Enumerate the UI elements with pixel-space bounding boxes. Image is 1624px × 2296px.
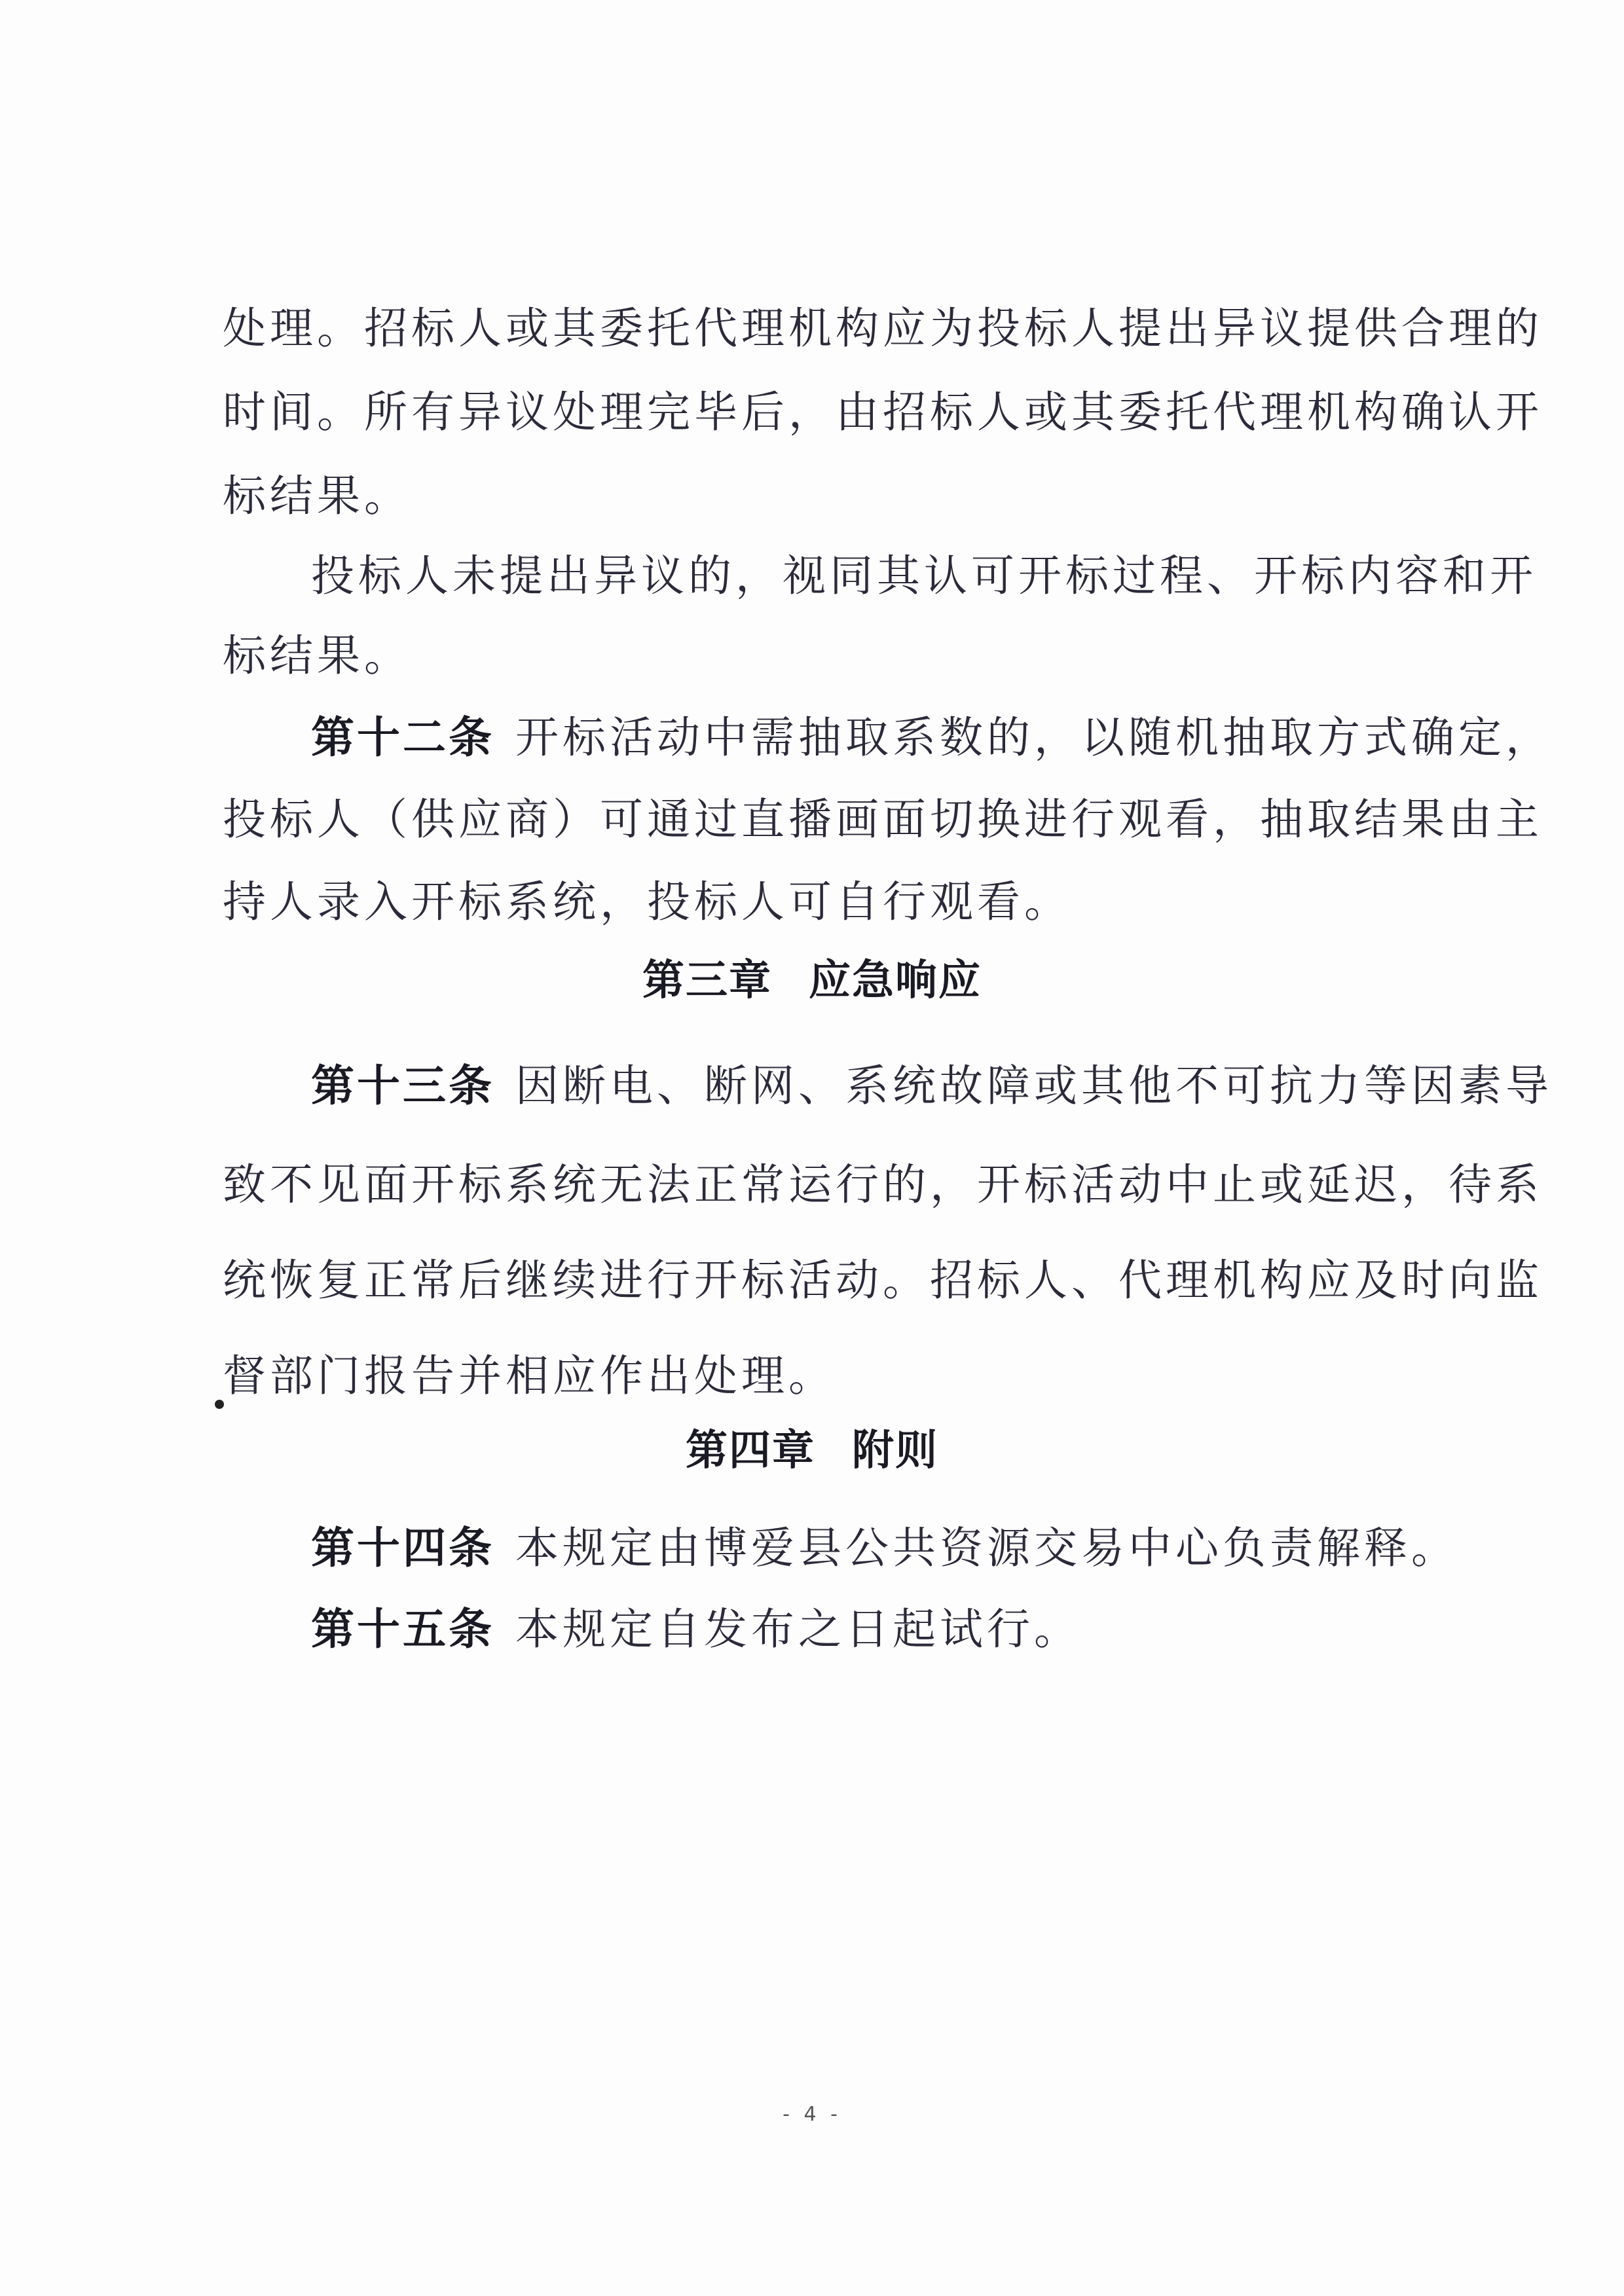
article-14-line	[311, 1522, 1458, 1574]
article-13-line-4: 督部门报告并相应作出处理。	[223, 1351, 836, 1401]
page-number: - 4 -	[783, 2103, 841, 2126]
article-13-label: 第十三条	[311, 1060, 494, 1111]
stray-dot	[215, 1400, 224, 1409]
chapter-3-heading	[0, 955, 1624, 1007]
chapter-4-heading	[0, 1425, 1624, 1477]
article-13-text-1: 因断电、断网、系统故障或其他不可抗力等因素导	[515, 1061, 1553, 1111]
paragraph-1-line-1: 处理。招标人或其委托代理机构应为投标人提出异议提供合理的	[223, 303, 1543, 354]
article-12-line-1	[311, 711, 1553, 763]
article-12-label: 第十二条	[311, 712, 494, 763]
chapter-4-title: 附则	[852, 1427, 938, 1475]
paragraph-1-line-2: 时间。所有异议处理完毕后，由招标人或其委托代理机构确认开	[223, 387, 1543, 437]
chapter-4-number: 第四章	[686, 1427, 815, 1475]
article-12-line-2: 投标人（供应商）可通过直播画面切换进行观看，抽取结果由主	[223, 794, 1543, 845]
paragraph-2-line-1: 投标人未提出异议的，视同其认可开标过程、开标内容和开	[311, 551, 1537, 601]
article-15-text: 本规定自发布之日起试行。	[515, 1604, 1081, 1654]
article-14-text: 本规定由博爱县公共资源交易中心负责解释。	[515, 1523, 1458, 1573]
article-15-label: 第十五条	[311, 1603, 494, 1654]
article-13-line-2: 致不见面开标系统无法正常运行的，开标活动中止或延迟，待系	[223, 1159, 1543, 1210]
paragraph-1-line-3: 标结果。	[223, 471, 411, 521]
article-15-line	[311, 1603, 1441, 1655]
article-12-line-3: 持人录入开标系统，投标人可自行观看。	[223, 877, 1071, 927]
paragraph-2-line-2: 标结果。	[223, 630, 411, 681]
article-14-label: 第十四条	[311, 1522, 494, 1573]
article-12-text-1: 开标活动中需抽取系数的，以随机抽取方式确定，	[515, 712, 1553, 763]
article-13-line-3: 统恢复正常后继续进行开标活动。招标人、代理机构应及时向监	[223, 1255, 1543, 1305]
chapter-3-title: 应急响应	[809, 957, 982, 1005]
chapter-3-number: 第三章	[642, 957, 772, 1005]
article-13-line-1	[311, 1059, 1553, 1112]
